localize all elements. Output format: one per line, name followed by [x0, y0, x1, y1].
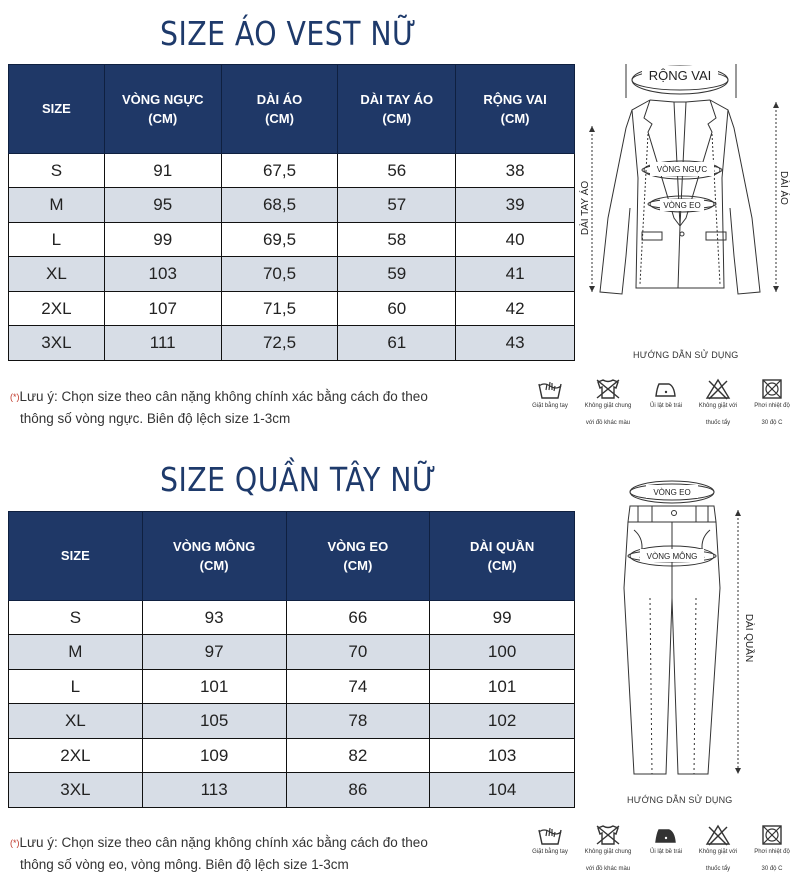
- vest-label-sleeve: DÀI TAY ÁO: [580, 180, 591, 236]
- pants-note-line2: thông số vòng eo, vòng mông. Biên độ lệch size 1-3cm: [20, 857, 349, 872]
- vest-note-line2: thông số vòng ngực. Biên độ lệch size 1-3cm: [20, 411, 291, 426]
- table-row: [9, 292, 575, 326]
- cell-sleeve: 58: [338, 223, 456, 257]
- care-item-hand-wash: [520, 824, 580, 856]
- vest-label-chest: VÒNG NGỰC: [656, 165, 708, 174]
- cell-length: 69,5: [221, 223, 338, 257]
- vest-header-shoulder: RỘNG VAI (CM): [456, 65, 575, 154]
- vest-diagram: [578, 58, 793, 303]
- pants-note: [10, 832, 428, 876]
- pants-header-row: [9, 512, 575, 601]
- cell-shoulder: 39: [456, 188, 575, 223]
- cell-size: 3XL: [9, 773, 143, 808]
- care-item-no-mixed-wash: [578, 378, 638, 427]
- vest-note: [10, 386, 428, 430]
- pants-header-length: DÀI QUẦN (CM): [430, 512, 575, 601]
- cell-waist: 74: [286, 670, 430, 704]
- cell-length: 103: [430, 739, 575, 773]
- note-asterisk: (*): [10, 392, 20, 402]
- pants-care-icons: [520, 824, 800, 874]
- cell-length: 100: [430, 635, 575, 670]
- pants-guide-label: HƯỚNG DẪN SỬ DỤNG: [627, 795, 733, 805]
- care-label-hand-wash: Giặt bằng tay: [532, 849, 568, 855]
- care-label-no-mixed-wash: Không giặt chung với đồ khác màu: [584, 403, 632, 426]
- care-label-hand-wash: Giặt bằng tay: [532, 403, 568, 409]
- table-row: [9, 739, 575, 773]
- cell-chest: 111: [104, 326, 221, 361]
- cell-hip: 105: [142, 704, 286, 739]
- care-label-no-mixed-wash: Không giặt chung với đồ khác màu: [584, 849, 632, 872]
- table-row: [9, 326, 575, 361]
- cell-chest: 103: [104, 257, 221, 292]
- table-row: [9, 773, 575, 808]
- cell-sleeve: 61: [338, 326, 456, 361]
- pants-title: SIZE QUẦN TÂY NỮ: [160, 460, 437, 499]
- cell-shoulder: 42: [456, 292, 575, 326]
- care-label-iron: Ủi lật bề trái: [649, 403, 682, 409]
- cell-size: M: [9, 635, 143, 670]
- cell-hip: 101: [142, 670, 286, 704]
- cell-length: 68,5: [221, 188, 338, 223]
- table-row: [9, 154, 575, 188]
- care-item-iron: [636, 824, 696, 856]
- vest-guide-label: HƯỚNG DẪN SỬ DỤNG: [633, 350, 739, 360]
- cell-size: XL: [9, 704, 143, 739]
- cell-shoulder: 40: [456, 223, 575, 257]
- iron-icon: [653, 378, 679, 400]
- pants-header-hip: VÒNG MÔNG (CM): [142, 512, 286, 601]
- cell-waist: 82: [286, 739, 430, 773]
- vest-header-row: [9, 65, 575, 154]
- vest-header-size: SIZE: [9, 65, 105, 154]
- vest-note-line1: Lưu ý: Chọn size theo cân nặng không chính xác bằng cách đo theo: [19, 389, 428, 404]
- table-row: [9, 601, 575, 635]
- cell-size: L: [9, 223, 105, 257]
- cell-length: 101: [430, 670, 575, 704]
- cell-hip: 113: [142, 773, 286, 808]
- vest-label-shoulder: RỘNG VAI: [648, 68, 712, 83]
- table-row: [9, 635, 575, 670]
- no-bleach-icon: [705, 378, 731, 400]
- no-mixed-wash-icon: [595, 378, 621, 400]
- vest-header-sleeve: DÀI TAY ÁO (CM): [338, 65, 456, 154]
- cell-size: XL: [9, 257, 105, 292]
- cell-chest: 91: [104, 154, 221, 188]
- cell-chest: 107: [104, 292, 221, 326]
- vest-header-chest: VÒNG NGỰC (CM): [104, 65, 221, 154]
- pants-label-length: DÀI QUẦN: [743, 613, 754, 663]
- cell-sleeve: 56: [338, 154, 456, 188]
- table-row: [9, 223, 575, 257]
- vest-label-length: DÀI ÁO: [778, 171, 789, 205]
- table-row: [9, 257, 575, 292]
- cell-hip: 93: [142, 601, 286, 635]
- cell-sleeve: 57: [338, 188, 456, 223]
- cell-length: 72,5: [221, 326, 338, 361]
- cell-size: L: [9, 670, 143, 704]
- care-label-no-bleach: Không giặt với thuốc tẩy: [698, 403, 738, 426]
- cell-size: S: [9, 601, 143, 635]
- cell-length: 104: [430, 773, 575, 808]
- vest-title: SIZE ÁO VEST NỮ: [160, 14, 417, 53]
- pants-header-waist: VÒNG EO (CM): [286, 512, 430, 601]
- cell-length: 99: [430, 601, 575, 635]
- cell-sleeve: 59: [338, 257, 456, 292]
- cell-waist: 70: [286, 635, 430, 670]
- vest-label-waist: VÒNG EO: [663, 201, 701, 210]
- cell-hip: 97: [142, 635, 286, 670]
- pants-header-size: SIZE: [9, 512, 143, 601]
- care-item-iron: [636, 378, 696, 410]
- cell-shoulder: 38: [456, 154, 575, 188]
- care-item-no-bleach: [688, 824, 748, 873]
- cell-length: 67,5: [221, 154, 338, 188]
- care-label-iron: Ủi lật bề trái: [649, 849, 682, 855]
- cell-size: M: [9, 188, 105, 223]
- cell-waist: 66: [286, 601, 430, 635]
- care-item-no-bleach: [688, 378, 748, 427]
- vest-size-table: [8, 64, 575, 361]
- care-label-no-bleach: Không giặt với thuốc tẩy: [698, 849, 738, 872]
- hand-wash-icon: [537, 378, 563, 400]
- cell-waist: 86: [286, 773, 430, 808]
- cell-size: 2XL: [9, 739, 143, 773]
- table-row: [9, 704, 575, 739]
- table-row: [9, 670, 575, 704]
- vest-header-length: DÀI ÁO (CM): [221, 65, 338, 154]
- cell-size: 2XL: [9, 292, 105, 326]
- cell-shoulder: 43: [456, 326, 575, 361]
- iron-icon: [653, 824, 679, 846]
- care-item-dry-temp: [742, 378, 800, 427]
- care-item-no-mixed-wash: [578, 824, 638, 873]
- pants-size-table: [8, 511, 575, 808]
- cell-waist: 78: [286, 704, 430, 739]
- no-mixed-wash-icon: [595, 824, 621, 846]
- cell-length: 102: [430, 704, 575, 739]
- care-label-dry-temp: Phơi nhiệt độ 30 độ C: [754, 403, 790, 426]
- table-row: [9, 188, 575, 223]
- cell-size: S: [9, 154, 105, 188]
- care-label-dry-temp: Phơi nhiệt độ 30 độ C: [754, 849, 790, 872]
- pants-note-line1: Lưu ý: Chọn size theo cân nặng không chính xác bằng cách đo theo: [19, 835, 428, 850]
- pants-label-hip: VÒNG MÔNG: [646, 552, 698, 561]
- cell-size: 3XL: [9, 326, 105, 361]
- cell-chest: 99: [104, 223, 221, 257]
- dry-temperature-icon: [759, 824, 785, 846]
- cell-length: 70,5: [221, 257, 338, 292]
- no-bleach-icon: [705, 824, 731, 846]
- vest-care-icons: [520, 378, 800, 428]
- cell-length: 71,5: [221, 292, 338, 326]
- pants-label-waist: VÒNG EO: [653, 488, 691, 497]
- note-asterisk: (*): [10, 838, 20, 848]
- hand-wash-icon: [537, 824, 563, 846]
- dry-temperature-icon: [759, 378, 785, 400]
- care-item-hand-wash: [520, 378, 580, 410]
- pants-diagram: [600, 478, 770, 783]
- cell-shoulder: 41: [456, 257, 575, 292]
- cell-sleeve: 60: [338, 292, 456, 326]
- care-item-dry-temp: [742, 824, 800, 873]
- cell-chest: 95: [104, 188, 221, 223]
- cell-hip: 109: [142, 739, 286, 773]
